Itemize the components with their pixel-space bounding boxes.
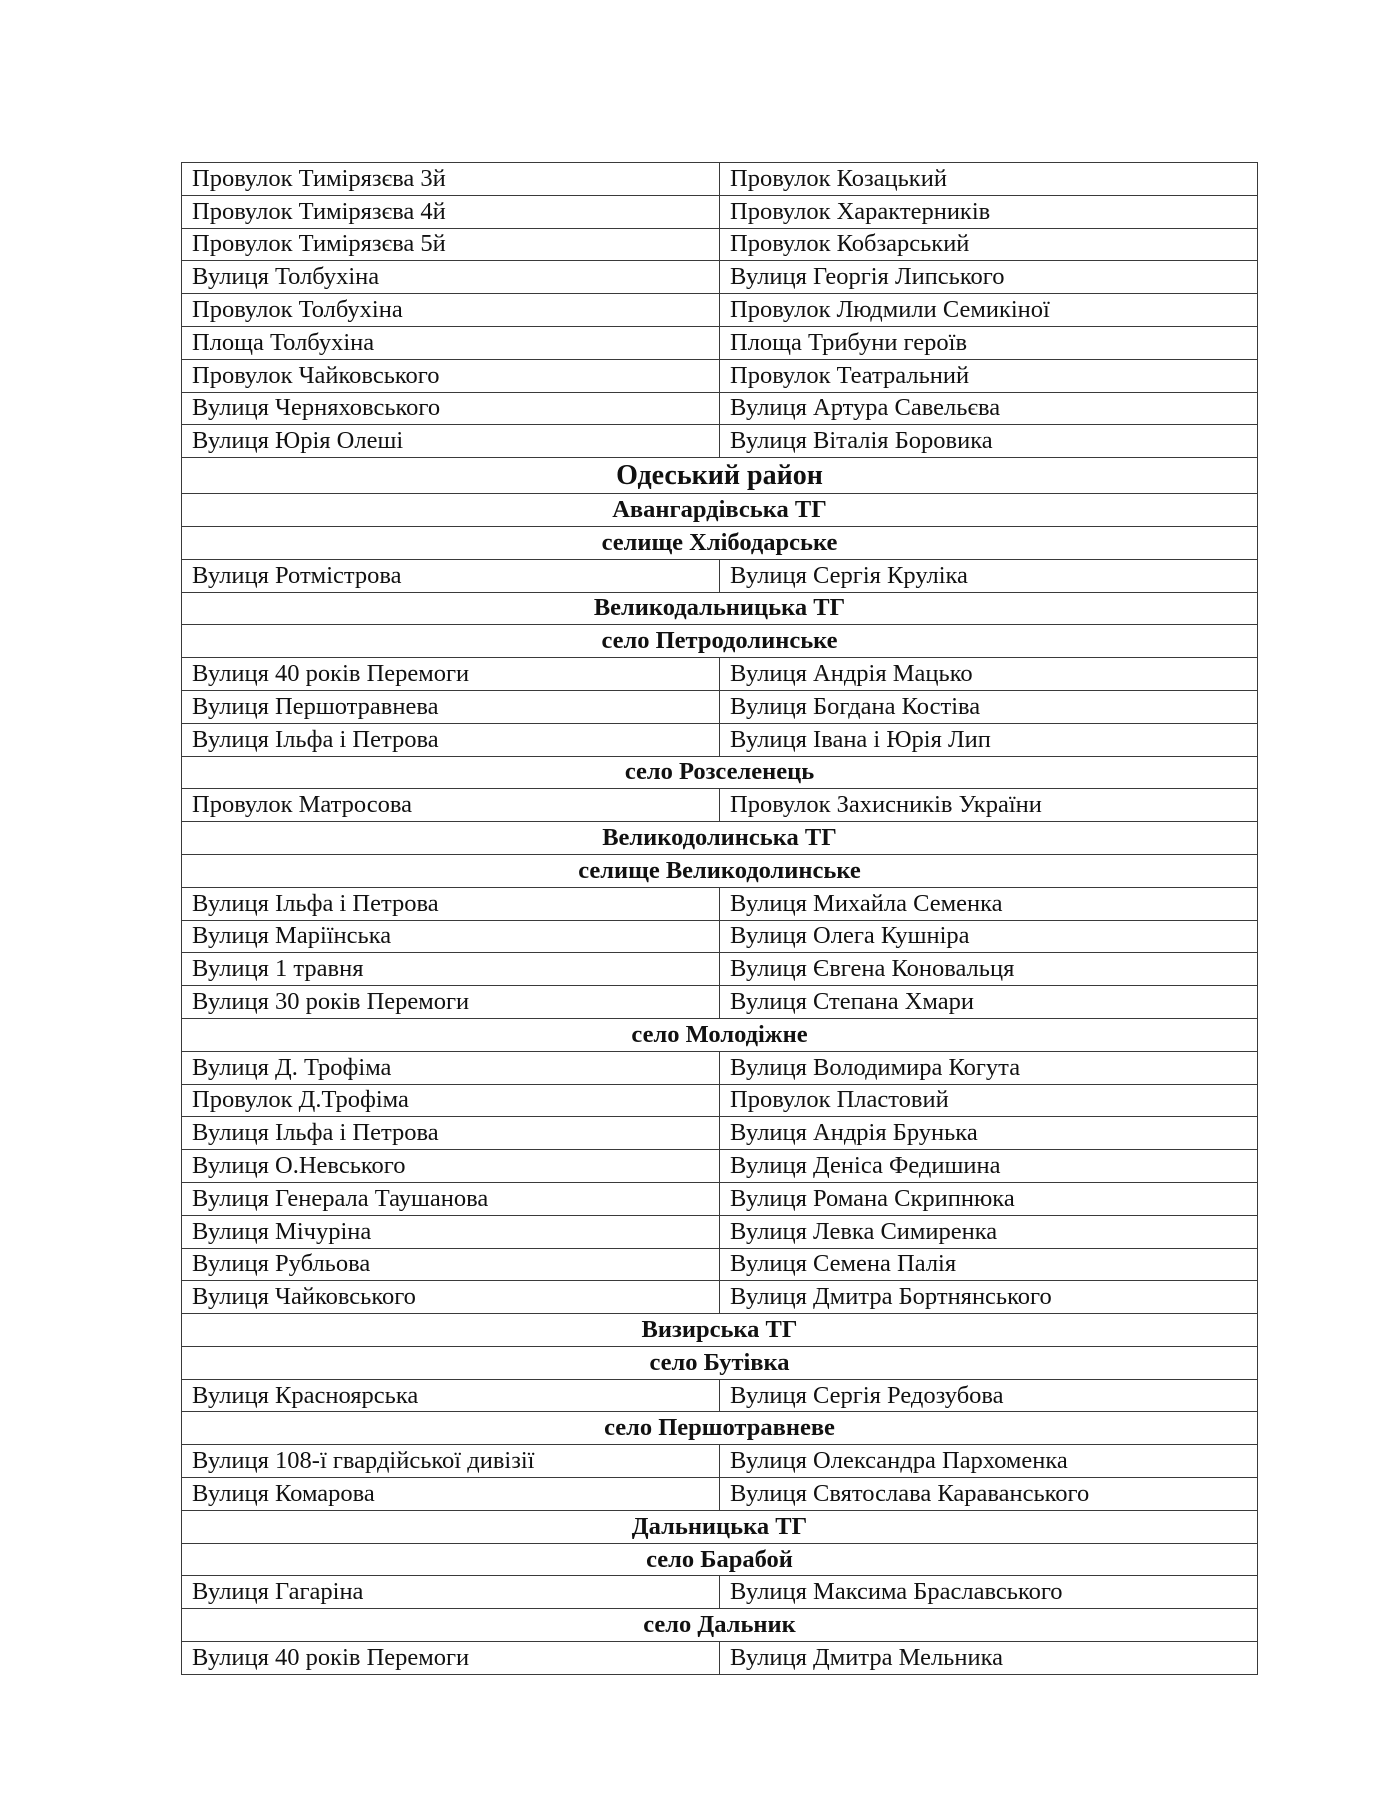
new-name-cell: Провулок Захисників України: [720, 789, 1258, 822]
new-name-cell: Провулок Кобзарський: [720, 228, 1258, 261]
settlement-heading-row: [182, 1412, 1258, 1445]
old-name-cell: Провулок Чайковського: [182, 359, 720, 392]
old-name-cell: Провулок Д.Трофіма: [182, 1084, 720, 1117]
old-name-cell: Провулок Тимірязєва 3й: [182, 163, 720, 196]
old-name-cell: Вулиця 108-ї гвардійської дивізії: [182, 1445, 720, 1478]
table-row: [182, 723, 1258, 756]
new-name-cell: Вулиця Георгія Липського: [720, 261, 1258, 294]
table-row: [182, 1084, 1258, 1117]
old-name-cell: Вулиця Рубльова: [182, 1248, 720, 1281]
old-name-cell: Вулиця Ротмістрова: [182, 559, 720, 592]
new-name-cell: Вулиця Віталія Боровика: [720, 425, 1258, 458]
new-name-cell: Вулиця Сергія Круліка: [720, 559, 1258, 592]
old-name-cell: Вулиця Комарова: [182, 1478, 720, 1511]
table-row: [182, 1281, 1258, 1314]
new-name-cell: Провулок Характерників: [720, 195, 1258, 228]
new-name-cell: Вулиця Богдана Костіва: [720, 690, 1258, 723]
table-row: [182, 294, 1258, 327]
new-name-cell: Вулиця Артура Савельєва: [720, 392, 1258, 425]
table-row: [182, 425, 1258, 458]
old-name-cell: Вулиця 40 років Перемоги: [182, 1642, 720, 1675]
settlement-heading: село Петродолинське: [182, 625, 1258, 658]
settlement-heading: селище Великодолинське: [182, 854, 1258, 887]
old-name-cell: Провулок Толбухіна: [182, 294, 720, 327]
old-name-cell: Вулиця Толбухіна: [182, 261, 720, 294]
table-row: [182, 559, 1258, 592]
old-name-cell: Провулок Тимірязєва 4й: [182, 195, 720, 228]
new-name-cell: Вулиця Дмитра Бортнянського: [720, 1281, 1258, 1314]
old-name-cell: Вулиця О.Невського: [182, 1150, 720, 1183]
old-name-cell: Вулиця Красноярська: [182, 1379, 720, 1412]
new-name-cell: Вулиця Левка Симиренка: [720, 1215, 1258, 1248]
old-name-cell: Вулиця Д. Трофіма: [182, 1051, 720, 1084]
street-rename-table-body: [182, 163, 1258, 1675]
old-name-cell: Вулиця Мічуріна: [182, 1215, 720, 1248]
new-name-cell: Вулиця Максима Браславського: [720, 1576, 1258, 1609]
table-row: [182, 658, 1258, 691]
community-heading-row: [182, 822, 1258, 855]
new-name-cell: Вулиця Святослава Караванського: [720, 1478, 1258, 1511]
old-name-cell: Вулиця Ільфа і Петрова: [182, 887, 720, 920]
new-name-cell: Площа Трибуни героїв: [720, 326, 1258, 359]
old-name-cell: Вулиця Чайковського: [182, 1281, 720, 1314]
settlement-heading-row: [182, 625, 1258, 658]
settlement-heading: село Молодіжне: [182, 1018, 1258, 1051]
old-name-cell: Вулиця 30 років Перемоги: [182, 986, 720, 1019]
table-row: [182, 228, 1258, 261]
community-heading: Авангардівська ТГ: [182, 494, 1258, 527]
settlement-heading: село Бутівка: [182, 1346, 1258, 1379]
old-name-cell: Провулок Тимірязєва 5й: [182, 228, 720, 261]
new-name-cell: Вулиця Івана і Юрія Лип: [720, 723, 1258, 756]
table-row: [182, 1576, 1258, 1609]
new-name-cell: Вулиця Степана Хмари: [720, 986, 1258, 1019]
settlement-heading: селище Хлібодарське: [182, 526, 1258, 559]
settlement-heading-row: [182, 1543, 1258, 1576]
table-row: [182, 690, 1258, 723]
new-name-cell: Вулиця Михайла Семенка: [720, 887, 1258, 920]
old-name-cell: Вулиця Ільфа і Петрова: [182, 723, 720, 756]
new-name-cell: Вулиця Семена Палія: [720, 1248, 1258, 1281]
old-name-cell: Вулиця Гагаріна: [182, 1576, 720, 1609]
table-row: [182, 953, 1258, 986]
settlement-heading: село Барабой: [182, 1543, 1258, 1576]
community-heading: Великодальницька ТГ: [182, 592, 1258, 625]
new-name-cell: Вулиця Андрія Брунька: [720, 1117, 1258, 1150]
new-name-cell: Провулок Козацький: [720, 163, 1258, 196]
settlement-heading-row: [182, 526, 1258, 559]
old-name-cell: Вулиця Черняховського: [182, 392, 720, 425]
table-row: [182, 1642, 1258, 1675]
table-row: [182, 326, 1258, 359]
community-heading-row: [182, 494, 1258, 527]
community-heading: Великодолинська ТГ: [182, 822, 1258, 855]
old-name-cell: Вулиця Ільфа і Петрова: [182, 1117, 720, 1150]
new-name-cell: Провулок Театральний: [720, 359, 1258, 392]
street-rename-table: [181, 162, 1258, 1675]
new-name-cell: Провулок Пластовий: [720, 1084, 1258, 1117]
old-name-cell: Провулок Матросова: [182, 789, 720, 822]
table-row: [182, 1379, 1258, 1412]
table-row: [182, 1478, 1258, 1511]
old-name-cell: Вулиця Генерала Таушанова: [182, 1182, 720, 1215]
old-name-cell: Вулиця Першотравнева: [182, 690, 720, 723]
new-name-cell: Вулиця Євгена Коновальця: [720, 953, 1258, 986]
settlement-heading-row: [182, 854, 1258, 887]
new-name-cell: Вулиця Сергія Редозубова: [720, 1379, 1258, 1412]
settlement-heading-row: [182, 756, 1258, 789]
new-name-cell: Вулиця Деніса Федишина: [720, 1150, 1258, 1183]
table-row: [182, 986, 1258, 1019]
community-heading: Дальницька ТГ: [182, 1510, 1258, 1543]
community-heading-row: [182, 1314, 1258, 1347]
settlement-heading: село Розселенець: [182, 756, 1258, 789]
new-name-cell: Вулиця Олександра Пархоменка: [720, 1445, 1258, 1478]
new-name-cell: Вулиця Андрія Мацько: [720, 658, 1258, 691]
table-row: [182, 1248, 1258, 1281]
settlement-heading-row: [182, 1609, 1258, 1642]
settlement-heading-row: [182, 1346, 1258, 1379]
table-row: [182, 887, 1258, 920]
table-row: [182, 392, 1258, 425]
old-name-cell: Площа Толбухіна: [182, 326, 720, 359]
district-heading-row: [182, 458, 1258, 494]
new-name-cell: Вулиця Володимира Когута: [720, 1051, 1258, 1084]
settlement-heading: село Дальник: [182, 1609, 1258, 1642]
community-heading-row: [182, 1510, 1258, 1543]
table-row: [182, 920, 1258, 953]
table-row: [182, 195, 1258, 228]
table-row: [182, 1051, 1258, 1084]
settlement-heading: село Першотравневе: [182, 1412, 1258, 1445]
new-name-cell: Провулок Людмили Семикіної: [720, 294, 1258, 327]
table-row: [182, 789, 1258, 822]
table-row: [182, 1445, 1258, 1478]
old-name-cell: Вулиця 1 травня: [182, 953, 720, 986]
new-name-cell: Вулиця Романа Скрипнюка: [720, 1182, 1258, 1215]
table-row: [182, 1182, 1258, 1215]
table-row: [182, 261, 1258, 294]
new-name-cell: Вулиця Олега Кушніра: [720, 920, 1258, 953]
table-row: [182, 163, 1258, 196]
table-row: [182, 1117, 1258, 1150]
old-name-cell: Вулиця 40 років Перемоги: [182, 658, 720, 691]
table-row: [182, 359, 1258, 392]
community-heading-row: [182, 592, 1258, 625]
settlement-heading-row: [182, 1018, 1258, 1051]
district-heading: Одеський район: [182, 458, 1258, 494]
table-row: [182, 1150, 1258, 1183]
table-row: [182, 1215, 1258, 1248]
old-name-cell: Вулиця Маріїнська: [182, 920, 720, 953]
new-name-cell: Вулиця Дмитра Мельника: [720, 1642, 1258, 1675]
community-heading: Визирська ТГ: [182, 1314, 1258, 1347]
old-name-cell: Вулиця Юрія Олеші: [182, 425, 720, 458]
